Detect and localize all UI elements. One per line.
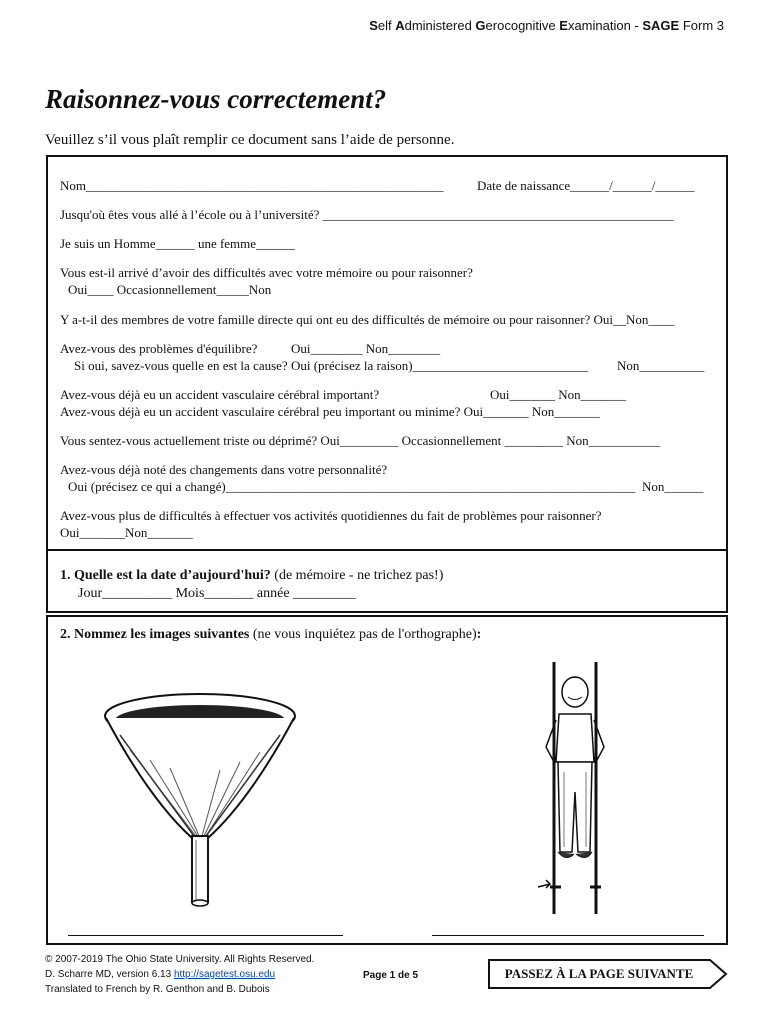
gender-field[interactable]: Je suis un Homme______ une femme______ [60,236,296,251]
balance-cause[interactable]: Si oui, savez-vous quelle en est la cause? Oui (précisez la raison)___________________________ [74,358,589,373]
footer [45,952,314,997]
arrow-icon [536,862,556,892]
balance-cause-non[interactable]: Non__________ [617,358,705,373]
balance-answer[interactable]: Oui________ Non________ [291,341,441,356]
funnel-image [100,690,300,915]
date-fields[interactable]: Jour__________ Mois_______ année _________ [78,586,357,601]
daily-answer[interactable]: Oui_______Non_______ [60,525,193,540]
dob-field[interactable]: Date de naissance______/______/______ [477,178,695,193]
daily-question: Avez-vous plus de difficultés à effectuer vos activités quotidiennes du fait de problèmes pour raisonner? [60,508,602,523]
stroke-major-answer[interactable]: Oui_______ Non_______ [490,387,627,402]
stroke-minor-question[interactable]: Avez-vous déjà eu un accident vasculaire cérébral peu important ou minime? Oui_______ Non_______ [60,404,600,419]
personal-info-box [46,155,728,551]
copyright: © 2007-2019 The Ohio State University. All Rights Reserved. [45,954,315,965]
family-question[interactable]: Y a-t-il des membres de votre famille directe qui ont eu des difficultés de mémoire ou pour raisonner? Oui__Non____ [60,312,675,327]
balance-question: Avez-vous des problèmes d'équilibre? [60,341,258,356]
page-number: Page 1 de 5 [363,970,419,981]
question-1: 1. Quelle est la date d’aujourd'hui? (de mémoire - ne trichez pas!) [60,568,444,583]
memory-answer[interactable]: Oui____ Occasionnellement_____Non [68,282,272,297]
author-line: D. Scharre MD, version 6.13 http://sagetest.osu.edu [45,969,276,980]
next-page-button[interactable] [488,959,728,994]
school-field[interactable]: Jusqu'où êtes vous allé à l’école ou à l’université? ______________________________________________________ [60,207,674,222]
personality-answer[interactable]: Oui (précisez ce qui a changé)_______________________________________________________________ [68,479,636,494]
personality-question: Avez-vous déjà noté des changements dans votre personnalité? [60,462,388,477]
memory-question: Vous est-il arrivé d’avoir des difficultés avec votre mémoire ou pour raisonner? [60,265,473,280]
question-1-box [46,551,728,613]
name-field[interactable]: Nom_______________________________________________________ [60,178,444,193]
question-2: 2. Nommez les images suivantes (ne vous inquiétez pas de l'orthographe): [60,627,482,642]
answer-line-stilts[interactable] [432,935,704,936]
document-header: Self Administered Gerocognitive Examination - SAGE Form 3 [369,18,724,33]
intro-text: Veuillez s’il vous plaît remplir ce document sans l’aide de personne. [45,132,455,148]
answer-line-funnel[interactable] [68,935,343,936]
website-link[interactable]: http://sagetest.osu.edu [173,969,276,980]
personality-non[interactable]: Non______ [642,479,704,494]
sad-question[interactable]: Vous sentez-vous actuellement triste ou déprimé? Oui_________ Occasionnellement _________ Non___________ [60,433,661,448]
stroke-major-question: Avez-vous déjà eu un accident vasculaire cérébral important? [60,387,380,402]
page-title: Raisonnez-vous correctement? [45,84,387,114]
next-page-label: PASSEZ À LA PAGE SUIVANTE [504,966,694,981]
translation-credit: Translated to French by R. Genthon and B. Dubois [45,984,270,995]
question-2-box [46,615,728,945]
